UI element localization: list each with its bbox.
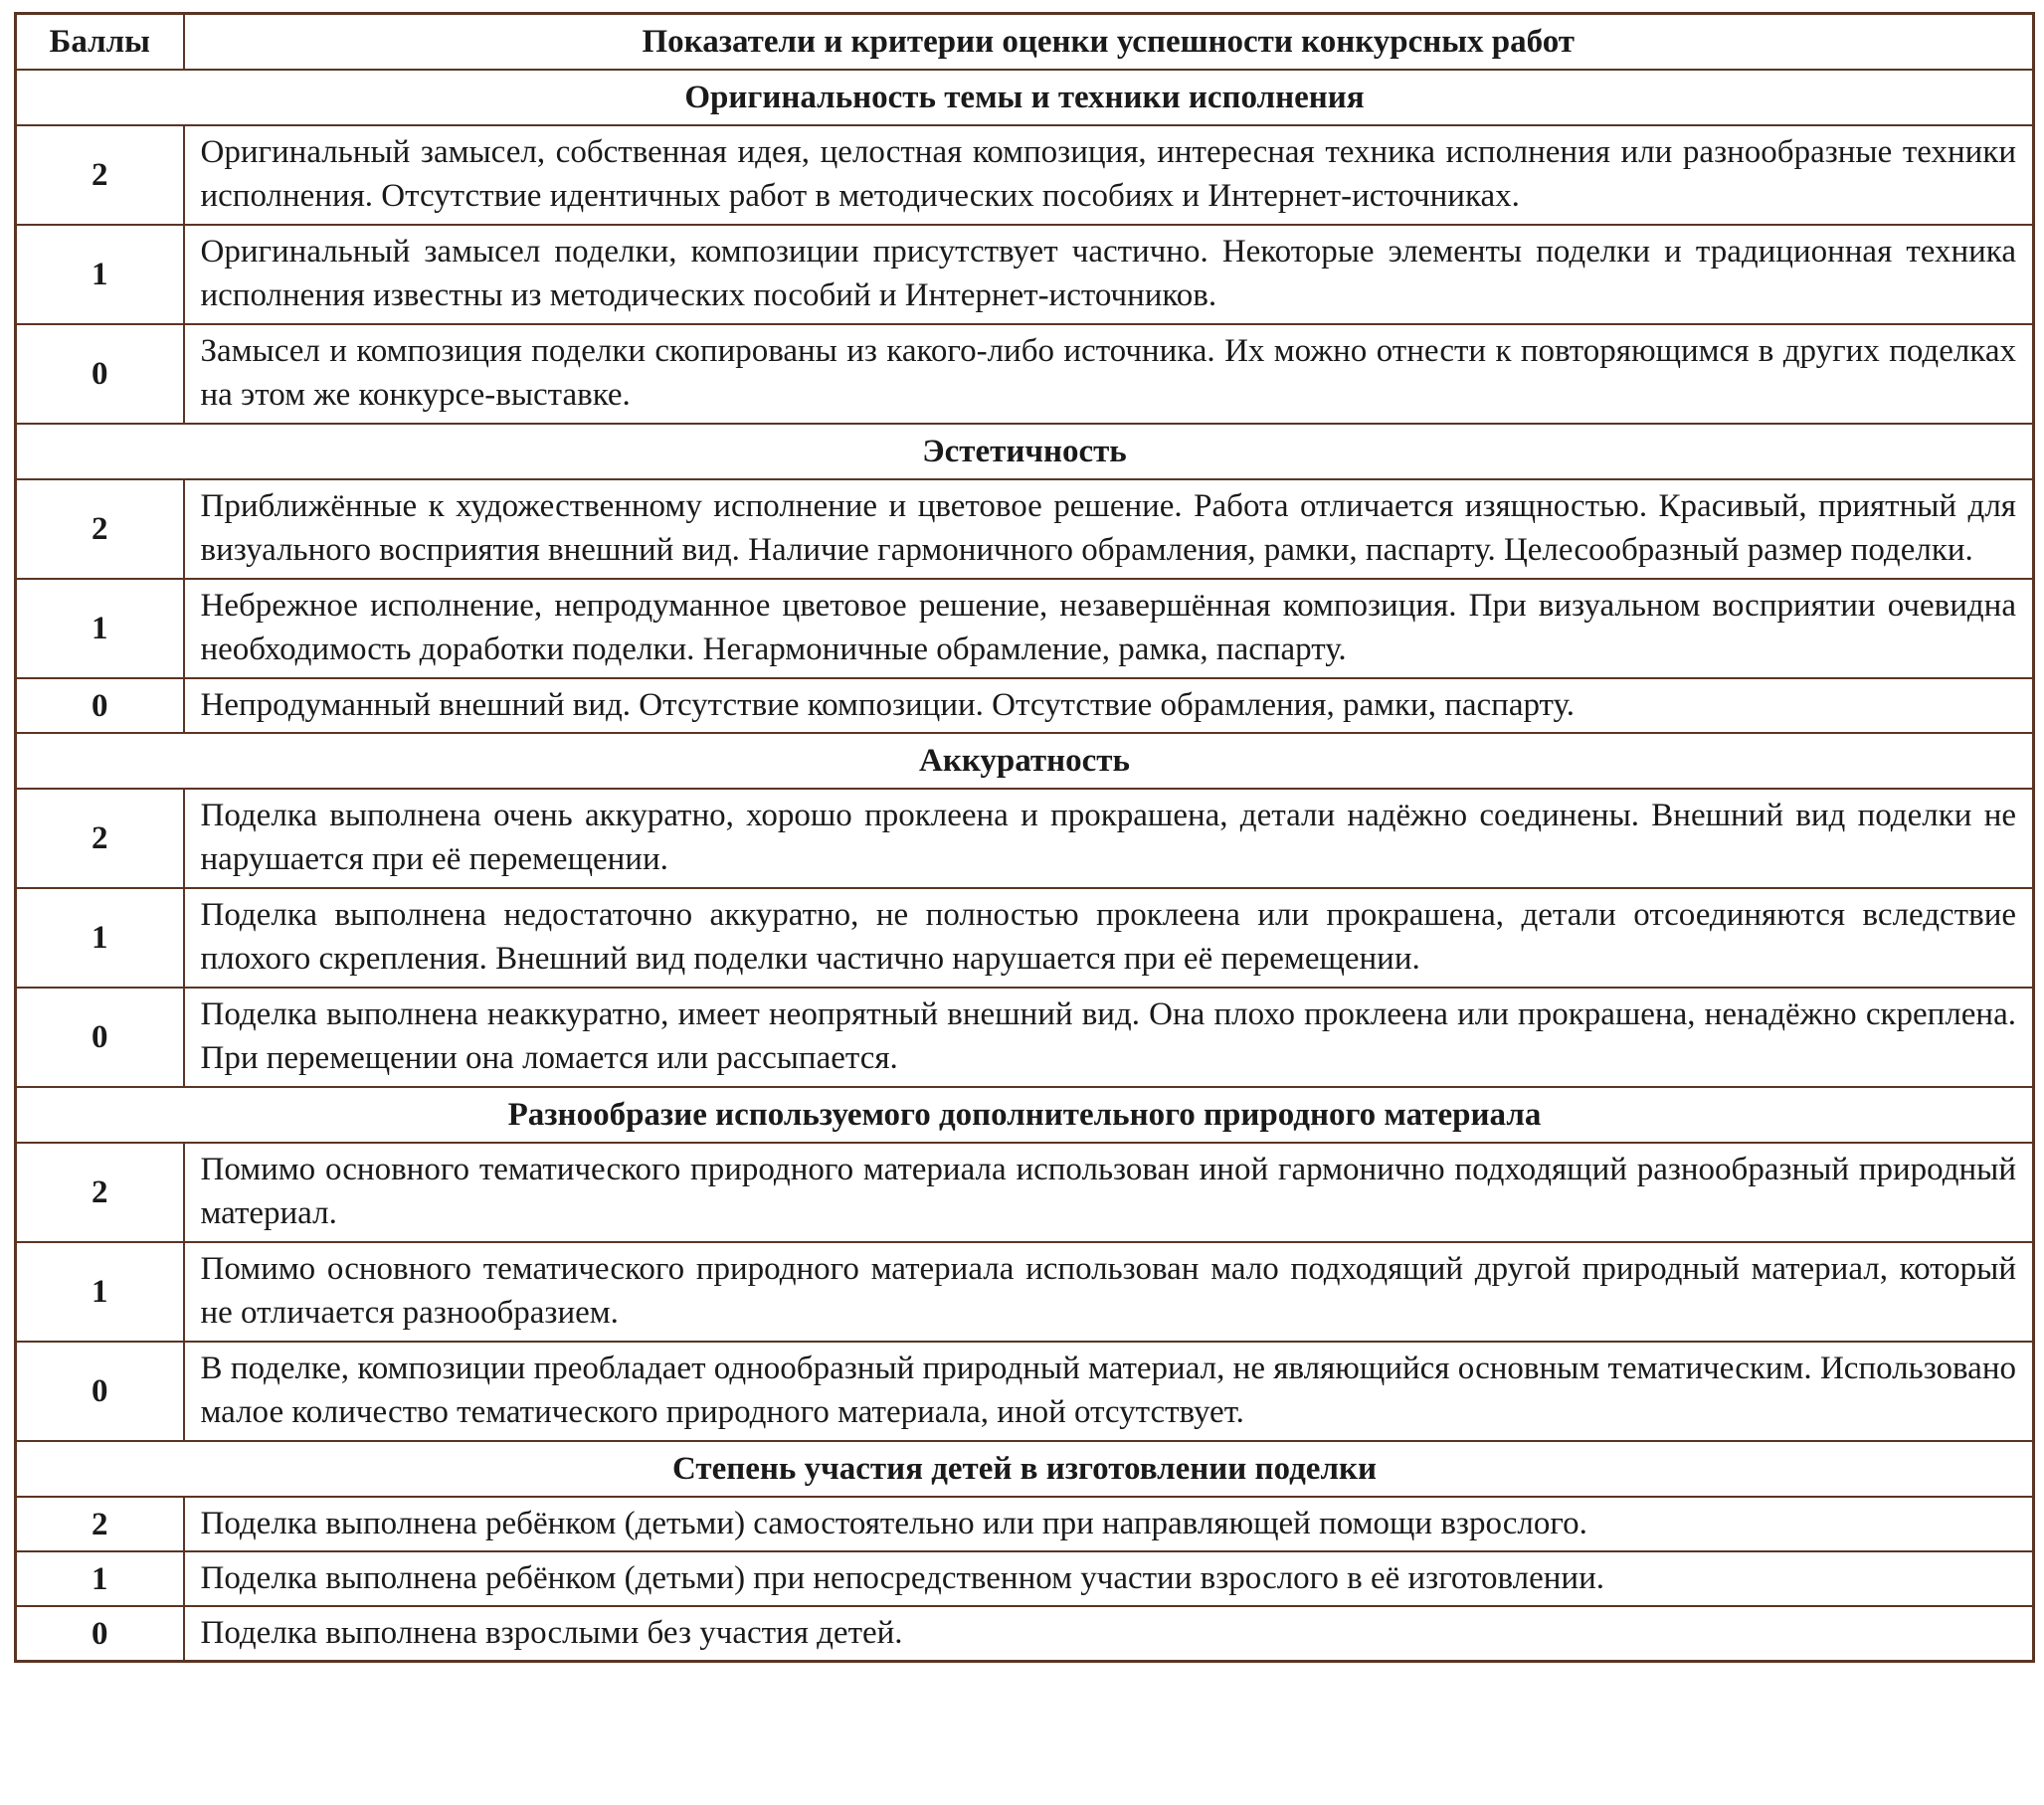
score-cell: 0 xyxy=(16,1342,184,1441)
score-cell: 2 xyxy=(16,479,184,579)
table-row xyxy=(16,1143,2034,1242)
section-title: Аккуратность xyxy=(16,733,2034,789)
criteria-cell: Помимо основного тематического природного материала использован мало подходящий другой природный материал, который не отличается разнообразием. xyxy=(184,1242,2034,1342)
score-cell: 1 xyxy=(16,1551,184,1606)
score-cell: 2 xyxy=(16,125,184,225)
score-cell: 1 xyxy=(16,888,184,988)
table-row xyxy=(16,324,2034,424)
criteria-cell: Поделка выполнена недостаточно аккуратно, не полностью проклеена или прокрашена, детали отсоединяются вследствие плохого скрепления. Внешний вид поделки частично нарушается при её перемещении. xyxy=(184,888,2034,988)
score-cell: 2 xyxy=(16,1497,184,1551)
score-cell: 0 xyxy=(16,324,184,424)
criteria-column-header: Показатели и критерии оценки успешности конкурсных работ xyxy=(184,14,2034,71)
criteria-cell: Непродуманный внешний вид. Отсутствие композиции. Отсутствие обрамления, рамки, паспарту. xyxy=(184,678,2034,733)
criteria-cell: Поделка выполнена неаккуратно, имеет неопрятный внешний вид. Она плохо проклеена или прокрашена, ненадёжно скреплена. При перемещении она ломается или рассыпается. xyxy=(184,988,2034,1087)
criteria-table xyxy=(14,12,2035,1663)
score-cell: 0 xyxy=(16,678,184,733)
criteria-cell: Поделка выполнена взрослыми без участия детей. xyxy=(184,1606,2034,1662)
criteria-cell: Поделка выполнена очень аккуратно, хорошо проклеена и прокрашена, детали надёжно соединены. Внешний вид поделки не нарушается при её перемещении. xyxy=(184,789,2034,888)
criteria-cell: Небрежное исполнение, непродуманное цветовое решение, незавершённая композиция. При визуальном восприятии очевидна необходимость доработки поделки. Негармоничные обрамление, рамка, паспарту. xyxy=(184,579,2034,678)
score-cell: 1 xyxy=(16,225,184,324)
criteria-cell: Помимо основного тематического природного материала использован иной гармонично подходящий разнообразный природный материал. xyxy=(184,1143,2034,1242)
table-row xyxy=(16,678,2034,733)
score-column-header: Баллы xyxy=(16,14,184,71)
table-row xyxy=(16,1551,2034,1606)
section-row xyxy=(16,733,2034,789)
criteria-cell: Оригинальный замысел, собственная идея, целостная композиция, интересная техника исполнения или разнообразные техники исполнения. Отсутствие идентичных работ в методических пособиях и Интернет-источниках. xyxy=(184,125,2034,225)
table-row xyxy=(16,988,2034,1087)
table-row xyxy=(16,125,2034,225)
header-row xyxy=(16,14,2034,71)
table-row xyxy=(16,1497,2034,1551)
criteria-cell: Оригинальный замысел поделки, композиции присутствует частично. Некоторые элементы поделки и традиционная техника исполнения известны из методических пособий и Интернет-источников. xyxy=(184,225,2034,324)
score-cell: 1 xyxy=(16,1242,184,1342)
criteria-cell: В поделке, композиции преобладает однообразный природный материал, не являющийся основным тематическим. Использовано малое количество тематического природного материала, иной отсутствует. xyxy=(184,1342,2034,1441)
score-cell: 2 xyxy=(16,1143,184,1242)
section-row xyxy=(16,70,2034,125)
score-cell: 0 xyxy=(16,988,184,1087)
table-row xyxy=(16,789,2034,888)
score-cell: 1 xyxy=(16,579,184,678)
table-row xyxy=(16,479,2034,579)
section-row xyxy=(16,1087,2034,1143)
section-title: Степень участия детей в изготовлении поделки xyxy=(16,1441,2034,1497)
criteria-cell: Приближённые к художественному исполнение и цветовое решение. Работа отличается изящностью. Красивый, приятный для визуального восприятия внешний вид. Наличие гармоничного обрамления, рамки, паспарту. Целесообразный размер поделки. xyxy=(184,479,2034,579)
table-row xyxy=(16,1606,2034,1662)
score-cell: 0 xyxy=(16,1606,184,1662)
section-row xyxy=(16,1441,2034,1497)
criteria-cell: Поделка выполнена ребёнком (детьми) при непосредственном участии взрослого в её изготовлении. xyxy=(184,1551,2034,1606)
table-row xyxy=(16,225,2034,324)
criteria-cell: Поделка выполнена ребёнком (детьми) самостоятельно или при направляющей помощи взрослого. xyxy=(184,1497,2034,1551)
table-row xyxy=(16,1242,2034,1342)
criteria-table-wrapper xyxy=(14,12,2035,1663)
table-row xyxy=(16,888,2034,988)
section-title: Оригинальность темы и техники исполнения xyxy=(16,70,2034,125)
score-cell: 2 xyxy=(16,789,184,888)
table-row xyxy=(16,579,2034,678)
section-title: Эстетичность xyxy=(16,424,2034,479)
table-row xyxy=(16,1342,2034,1441)
section-row xyxy=(16,424,2034,479)
criteria-cell: Замысел и композиция поделки скопированы из какого-либо источника. Их можно отнести к повторяющимся в других поделках на этом же конкурсе-выставке. xyxy=(184,324,2034,424)
section-title: Разнообразие используемого дополнительного природного материала xyxy=(16,1087,2034,1143)
